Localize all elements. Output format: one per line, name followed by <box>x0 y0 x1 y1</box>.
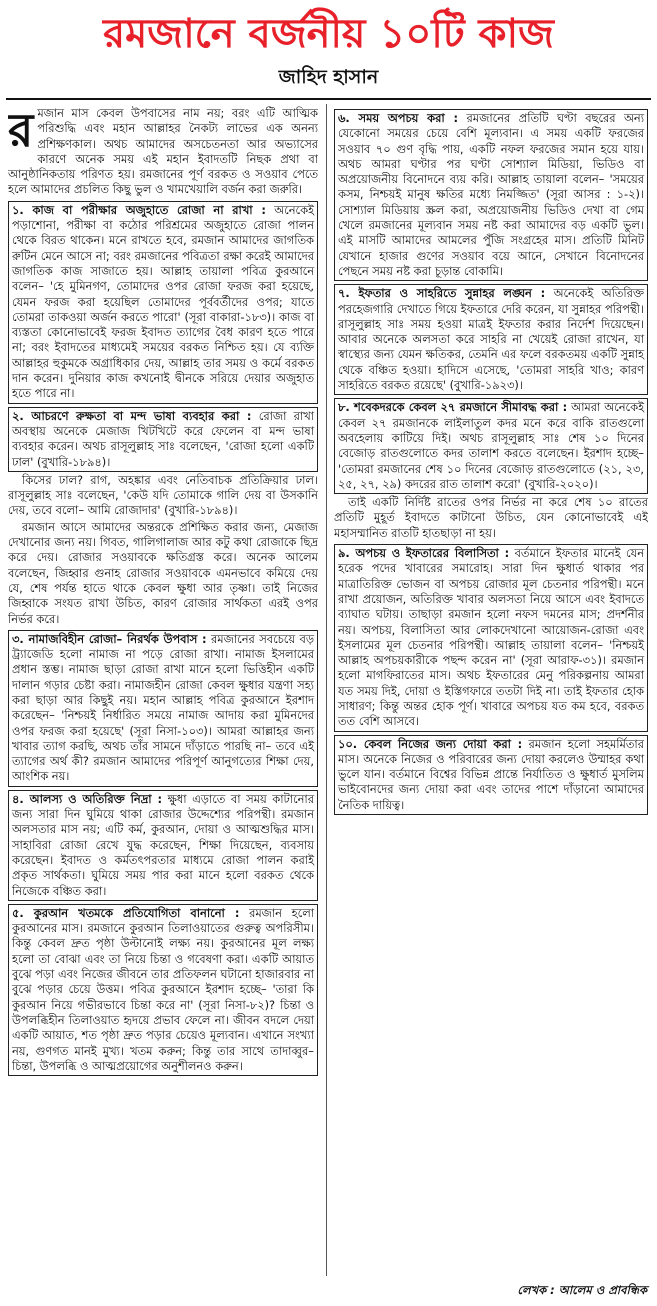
section-2-para-1: কিসের ঢাল? রাগ, অহঙ্কার এবং নেতিবাচক প্রতিক্রিয়ার ঢাল। রাসূলুল্লাহ সাঃ বলেছেন, 'কেউ যদি তোমাকে গালি দেয় বা উসকানি দেয়, তবে বলো– আমি রোজাদার' (বুখারি-১৮৯৪)। <box>8 472 318 518</box>
section-9-heading: ৯. অপচয় ও ইফতারের বিলাসিতা : <box>338 546 510 561</box>
author-byline: জাহিদ হাসান <box>278 66 379 88</box>
section-8 <box>334 398 648 494</box>
section-6 <box>334 109 648 281</box>
section-2 <box>8 407 318 472</box>
section-10-heading: ১০. কেবল নিজের জন্য দোয়া করা : <box>338 736 523 751</box>
section-9-lead: বর্তমানে ইফতার মানেই যেন হরেক পদের খাবারের সমারোহ। সারা দিন ক্ষুধার্ত থাকার পর মাত্রাতিরিক্ত ভোজন বা অপচয় রোজার মূল চেতনার পরিপন্থী। মনে রাখা প্রয়োজন, অতিরিক্ত খাবার অলসতা নিয়ে আসে এবং ইবাদতে ব্যাঘাত ঘটায়। তাছাড়া রমজান হলো নফস দমনের মাস; প্রদর্শনীর নয়। অপচয়, বিলাসিতা আর লোকদেখানো আয়োজন-রোজা এবং ইসলামের মূল চেতনার পরিপন্থী। আল্লাহ তায়ালা বলেন– 'নিশ্চয়ই আল্লাহ অপচয়কারীকে পছন্দ করেন না' (সূরা আরাফ-৩১)। রমজান হলো মাগফিরাতের মাস। অথচ ইফতারের মেনু পরিকল্পনায় আমরা যত সময় দিই, দোয়া ও ইস্তিগফারে ততটা দিই না। তাই ইফতার হোক সাধারণ; কিন্তু অন্তর হোক পূর্ণ। খাবারে অপচয় যত কম হবে, বরকত তত বেশি আসবে। <box>338 546 644 729</box>
section-3 <box>8 630 318 787</box>
section-7 <box>334 284 648 395</box>
header-rule <box>6 98 651 100</box>
drop-cap: র <box>8 106 34 157</box>
section-5-lead: রমজান হলো কুরআনের মাস। রমজানে কুরআন তিলাওয়াতের গুরুত্ব অপরিসীম। কিন্তু কেবল দ্রুত পৃষ্ঠা উল্টানোই লক্ষ্য নয়। কুরআনের মূল লক্ষ্য হলো তা বোঝা এবং তা নিয়ে চিন্তা ও গবেষণা করা। একটি আয়াত বুঝে পড়া এবং নিজের জীবনে তার প্রতিফলন ঘটানো হাজারবার না বুঝে পড়ার চেয়ে উত্তম। পবিত্র কুরআনে ইরশাদ হচ্ছে– 'তারা কি কুরআন নিয়ে গভীরভাবে চিন্তা করে না' (সূরা নিসা-৮২)? চিন্তা ও উপলব্ধিহীন তিলাওয়াত হৃদয়ে প্রভাব ফেলে না। জীবন বদলে দেয়া একটি আয়াত, শত পৃষ্ঠা দ্রুত পড়ার চেয়েও মূল্যবান। এখানে সংখ্যা নয়, গুণগত মানই মুখ্য। খতম করুন; কিন্তু তার সাথে তাদাব্বুর– চিন্তা, উপলব্ধি ও আত্মপ্রয়োগের অনুশীলনও করুন। <box>12 905 314 1073</box>
column-divider <box>326 104 327 1276</box>
section-10-lead: রমজান হলো সহমর্মিতার মাস। অনেকে নিজের ও পরিবারের জন্য দোয়া করলেও উম্মাহর কথা ভুলে যান। বর্তমানে বিশ্বের বিভিন্ন প্রান্তে নির্যাতিত ও ক্ষুধার্ত মুসলিম ভাইবোনদের জন্য দোয়া করা এবং তাদের পাশে দাঁড়ানো আমাদের নৈতিক দায়িত্ব। <box>338 736 644 812</box>
section-7-lead: অনেকেই অতিরিক্ত পরহেজগারি দেখাতে গিয়ে ইফতারে দেরি করেন, যা সুন্নাহর পরিপন্থী। রাসূলুল্লাহ সাঃ সময় হওয়া মাত্রই ইফতার করার নির্দেশ দিয়েছেন। আবার অনেকে অলসতা করে সাহরি না খেয়েই রোজা রাখেন, যা স্বাস্থ্যের জন্য যেমন ক্ষতিকর, তেমনি এর ফলে বরকতময় একটি সুন্নাহ থেকে বঞ্চিত হওয়া। হাদিসে এসেছে, 'তোমরা সাহরি খাও; কারণ সাহরিতে বরকত রয়েছে' (বুখারি-১৯২৩)। <box>338 286 645 393</box>
section-6-heading: ৬. সময় অপচয় করা : <box>338 111 459 125</box>
section-2-para-2: রমজান আসে আমাদের অন্তরকে প্রশিক্ষিত করার জন্য, মেজাজ দেখানোর জন্য নয়। গিবত, গালিগালাজ আর কটু কথা রোজাকে ছিদ্র করে দেয়। রোজার সওয়াবকে ক্ষতিগ্রস্ত করে। অনেক আলেম বলেছেন, জিহ্বার গুনাহ রোজার সওয়াবকে এমনভাবে কমিয়ে দেয় যে, শেষ পর্যন্ত হাতে থাকে কেবল ক্ষুধা আর তৃষ্ণা। তাই নিজের জিহ্বাকে সংযত রাখা উচিত, কারণ রোজার সার্থকতা এরই ওপর নির্ভর করে। <box>8 519 318 626</box>
section-8-lead: আমরা অনেকেই কেবল ২৭ রমজানকে লাইলাতুল কদর মনে করে বাকি রাতগুলো অবহেলায় কাটিয়ে দিই। অথচ রাসূলুল্লাহ সাঃ শেষ ১০ দিনের বেজোড় রাতগুলোতে কদর তালাশ করতে বলেছেন। ইরশাদ হচ্ছে– 'তোমরা রমজানের শেষ ১০ দিনের বেজোড় রাতগুলোতে (২১, ২৩, ২৫, ২৭, ২৯) কদরের রাত তালাশ করো' (বুখারি-২০২০)। <box>338 400 644 491</box>
section-1-lead: অনেকেই পড়াশোনা, পরীক্ষা বা কঠোর পরিশ্রমের অজুহাতে রোজা পালন থেকে বিরত থাকেন। মনে রাখতে হবে, রমজান আমাদের জাগতিক রুটিন মেনে আসে না; বরং রমজানের পবিত্রতা রক্ষা করেই আমাদের জাগতিক কাজ সাজাতে হয়। আল্লাহ তায়ালা পবিত্র কুরআনে বলেন– 'হে মুমিনগণ, তোমাদের ওপর রোজা ফরজ করা হয়েছে, যেমন ফরজ করা হয়েছিল তোমাদের পূর্ববর্তীদের ওপর; যাতে তোমরা তাকওয়া অর্জন করতে পারো' (সূরা বাকারা-১৮৩)। কাজ বা ব্যস্ততা কোনোভাবেই ফরজ ইবাদত ত্যাগের বৈধ কারণ হতে পারে না; বরং ইবাদতের মাধ্যমেই সময়ের বরকত নিশ্চিত হয়। যে ব্যক্তি আল্লাহর হুকুমকে অগ্রাধিকার দেয়, আল্লাহ তার সময় ও কর্মে বরকত দান করেন। দুনিয়ার কাজ কখনোই দ্বীনকে সরিয়ে দেয়ার অজুহাত হতে পারে না। <box>12 202 314 401</box>
section-10 <box>334 735 648 815</box>
section-4 <box>8 790 318 901</box>
article-title: রমজানে বর্জনীয় ১০টি কাজ <box>103 11 554 57</box>
section-2-heading: ২. আচরণে রুক্ষতা বা মন্দ ভাষা ব্যবহার করা : <box>12 408 252 423</box>
section-2-lead: রোজা রাখা অবস্থায় অনেকে মেজাজ খিটখিটে করে ফেলেন বা মন্দ ভাষা ব্যবহার করেন। অথচ রাসূলুল্লাহ সাঃ বলেছেন, 'রোজা হলো একটি ঢাল' (বুখারি-১৮৯৪)। <box>12 408 314 469</box>
section-1-heading: ১. কাজ বা পরীক্ষার অজুহাতে রোজা না রাখা : <box>12 202 266 217</box>
intro-paragraph <box>8 106 318 198</box>
section-5 <box>8 904 318 1076</box>
section-3-heading: ৩. নামাজবিহীন রোজা– নিরর্থক উপবাস : <box>12 631 207 646</box>
section-4-lead: ক্ষুধা এড়াতে বা সময় কাটানোর জন্য সারা দিন ঘুমিয়ে থাকা রোজার উদ্দেশ্যের পরিপন্থী। রমজান অলসতার মাস নয়; এটি কর্ম, কুরআন, দোয়া ও আত্মশুদ্ধির মাস। সাহাবিরা রোজা রেখে যুদ্ধ করেছেন, শিক্ষা দিয়েছেন, ব্যবসায় করেছেন। ইবাদত ও কর্মতৎপরতার মাধ্যমে রোজা পালন করাই প্রকৃত সার্থকতা। ঘুমিয়ে সময় পার করা মানে হলো বরকত থেকে নিজেকে বঞ্চিত করা। <box>12 791 314 898</box>
section-5-heading: ৫. কুরআন খতমকে প্রতিযোগিতা বানানো : <box>12 905 240 920</box>
section-6-lead: রমজানের প্রতিটি ঘণ্টা বছরের অন্য যেকোনো সময়ের চেয়ে বেশি মূল্যবান। এ সময় একটি ফরজের সওয়াব ৭০ গুণ বৃদ্ধি পায়, একটি নফল ফরজের সমান হয়ে যায়। অথচ আমরা ঘণ্টার পর ঘণ্টা সোশ্যাল মিডিয়া, ভিডিও বা অপ্রয়োজনীয় বিনোদনে ব্যয় করি। আল্লাহ তায়ালা বলেন– 'সময়ের কসম, নিশ্চয়ই মানুষ ক্ষতির মধ্যে নিমজ্জিত' (সূরা আসর : ১-২)। সোশ্যাল মিডিয়ায় স্ক্রল করা, অপ্রয়োজনীয় ভিডিও দেখা বা গেম খেলে রমজানের মূল্যবান সময় নষ্ট করা আমাদের বড় একটি ভুল। এই মাসটি আমাদের আমলের পুঁজি সংগ্রহের মাস। প্রতিটি মিনিট যেখানে হাজার গুণের সওয়াব বয়ে আনে, সেখানে বিনোদনের পেছনে সময় নষ্ট করা চূড়ান্ত বোকামি। <box>338 111 645 278</box>
intro-text: মজান মাস কেবল উপবাসের নাম নয়; বরং এটি আত্মিক পরিশুদ্ধি এবং মহান আল্লাহর নৈকট্য লাভের এক অনন্য প্রশিক্ষণকাল। অথচ আমাদের অসচেতনতা আর অভ্যাসের কারণে অনেক সময় এই মহান ইবাদতটি নিছক প্রথা বা আনুষ্ঠানিকতায় পরিণত হয়। রমজানের পূর্ণ বরকত ও সওয়াব পেতে হলে আমাদের প্রচলিত কিছু ভুল ও খামখেয়ালি বর্জন করা জরুরি। <box>8 106 318 197</box>
section-3-lead: রমজানের সবচেয়ে বড় ট্র্যাজেডি হলো নামাজ না পড়ে রোজা রাখা। নামাজ ইসলামের প্রধান স্তম্ভ। নামাজ ছাড়া রোজা রাখা মানে হলো ভিত্তিহীন একটি দালান গড়ার চেষ্টা করা। নামাজহীন রোজা কেবল ক্ষুধার যন্ত্রণা সহ্য করা ছাড়া আর কিছুই নয়। মহান আল্লাহ পবিত্র কুরআনে ইরশাদ করেছেন– 'নিশ্চয়ই নির্ধারিত সময়ে নামাজ আদায় করা মুমিনদের ওপর ফরজ করা হয়েছে' (সূরা নিসা-১০৩)। আমরা আল্লাহর জন্য খাবার ত্যাগ করছি, অথচ তাঁর সামনে দাঁড়াতে পারছি না– তবে এই ত্যাগের অর্থ কী? রমজান আমাদের পরিপূর্ণ আনুগত্যের শিক্ষা দেয়, আংশিক নয়। <box>12 631 314 784</box>
section-8-para-1: তাই একটি নির্দিষ্ট রাতের ওপর নির্ভর না করে শেষ ১০ রাতের প্রতিটি মুহূর্ত ইবাদতে কাটানো উচিত, যেন কোনোভাবেই এই মহাসম্মানিত রাতটি হাতছাড়া না হয়। <box>334 495 648 540</box>
section-1 <box>8 201 318 404</box>
section-9 <box>334 544 648 732</box>
author-credit: লেখক : আলেম ও প্রাবন্ধিক <box>517 1283 647 1297</box>
section-8-heading: ৮. শবেকদরকে কেবল ২৭ রমজানে সীমাবদ্ধ করা : <box>338 400 568 415</box>
left-column <box>8 106 318 1276</box>
right-column <box>334 106 648 1276</box>
section-7-heading: ৭. ইফতার ও সাহরিতে সুন্নাহর লঙ্ঘন : <box>338 286 546 301</box>
section-4-heading: ৪. আলস্য ও অতিরিক্ত নিদ্রা : <box>12 791 163 806</box>
